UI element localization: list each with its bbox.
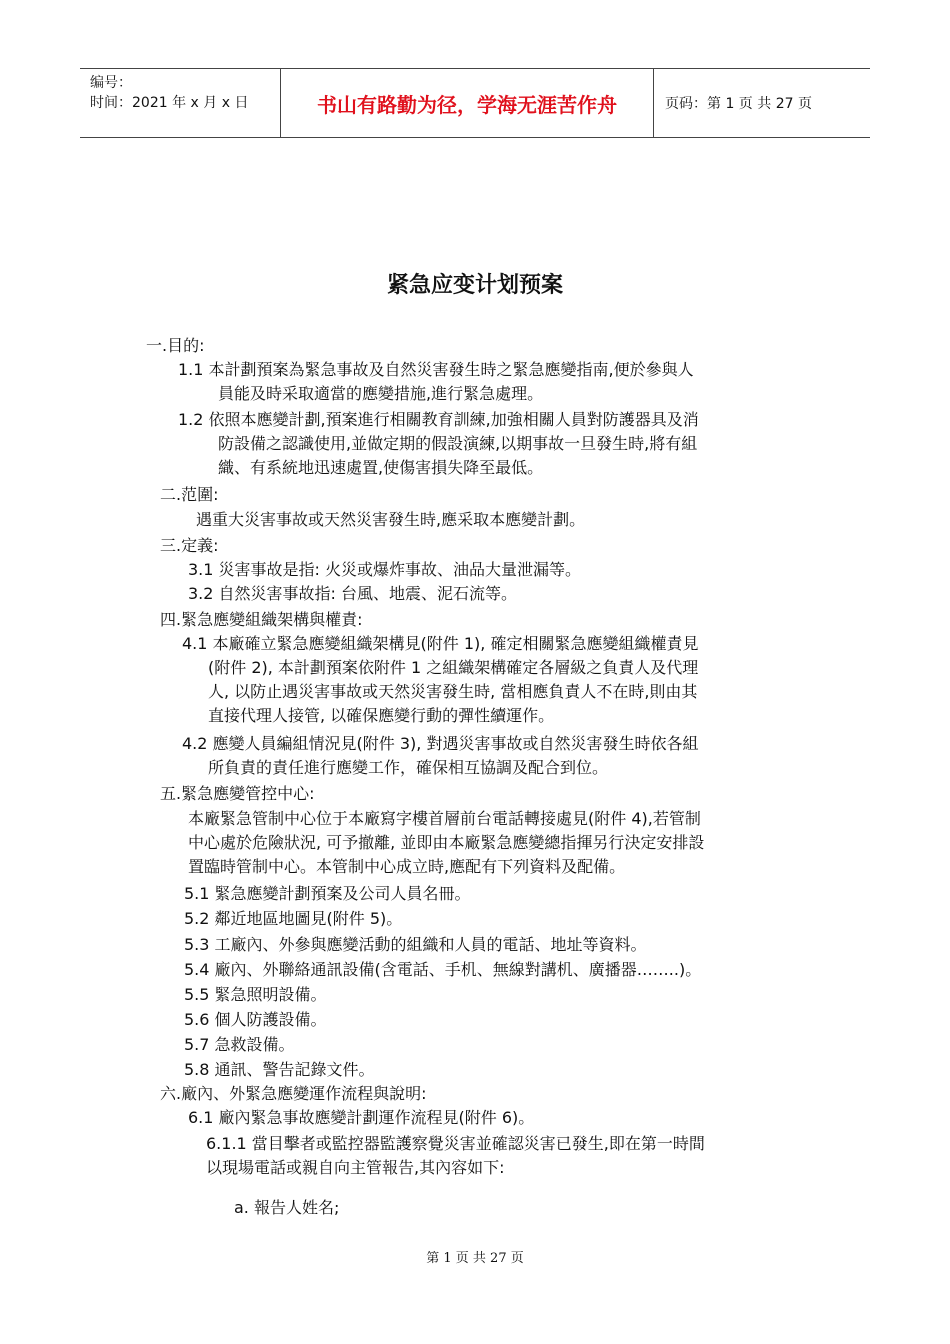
paragraph-line: (附件 2), 本計劃預案依附件 1 之組織架構確定各層級之負責人及代理 [208,658,699,677]
paragraph-line: 置臨時管制中心。本管制中心成立時,應配有下列資料及配備。 [188,857,626,876]
paragraph-line: 1.2 依照本應變計劃,預案進行相關教育訓練,加強相關人員對防護器具及消 [178,410,699,429]
header-motto: 书山有路勤为径，学海无涯苦作舟 [280,69,654,137]
list-item: 5.2 鄰近地區地圖見(附件 5)。 [184,909,403,928]
header-meta [90,73,248,113]
document-number-label: 编号： [90,75,132,91]
paragraph-line: 中心處於危險狀況, 可予撤離, 並即由本廠緊急應變總指揮另行決定安排設 [188,833,705,852]
section-heading: 三.定義: [160,536,219,555]
section-heading: 四.緊急應變組織架構與權責: [160,610,363,629]
section-heading: 一.目的: [146,336,205,355]
page-header [80,68,870,138]
paragraph-line: 6.1.1 當目擊者或監控器監護察覺災害並確認災害已發生,即在第一時間 [206,1134,705,1153]
list-item: 5.6 個人防護設備。 [184,1010,327,1029]
list-item: 5.4 廠內、外聯絡通訊設備(含電話、手机、無線對講机、廣播器……..)。 [184,960,702,979]
list-item: a. 報告人姓名; [234,1198,340,1217]
paragraph-line: 1.1 本計劃預案為緊急事故及自然災害發生時之緊急應變指南,便於參與人 [178,360,694,379]
paragraph-line: 防設備之認識使用,並做定期的假設演練,以期事故一旦發生時,將有組 [218,434,698,453]
paragraph-line: 3.2 自然災害事故指: 台風、地震、泥石流等。 [188,584,518,603]
paragraph-line: 直接代理人接管, 以確保應變行動的彈性續運作。 [208,706,555,725]
section-heading: 六.廠內、外緊急應變運作流程與說明: [160,1084,427,1103]
header-page-count: 页码：第 1 页 共 27 页 [665,96,812,112]
paragraph-line: 3.1 災害事故是指: 火災或爆炸事故、油品大量泄漏等。 [188,560,582,579]
list-item: 5.5 緊急照明設備。 [184,985,327,1004]
paragraph-line: 以現場電話或親自向主管報告,其內容如下: [206,1158,505,1177]
paragraph-line: 人, 以防止遇災害事故或天然災害發生時, 當相應負責人不在時,則由其 [208,682,698,701]
section-heading: 二.范圍: [160,485,219,504]
paragraph-line: 4.2 應變人員編組情況見(附件 3), 對遇災害事故或自然災害發生時依各組 [182,734,699,753]
list-item: 5.1 緊急應變計劃預案及公司人員名冊。 [184,884,471,903]
document-title: 紧急应变计划预案 [386,273,563,298]
paragraph-line: 遇重大災害事故或天然災害發生時,應采取本應變計劃。 [196,510,586,529]
paragraph-line: 所負責的責任進行應變工作，確保相互協調及配合到位。 [208,758,609,777]
paragraph-line: 4.1 本廠確立緊急應變組織架構見(附件 1), 確定相關緊急應變組織權責見 [182,634,699,653]
document-date: 时间：2021 年 x 月 x 日 [90,95,249,111]
section-heading: 五.緊急應變管控中心: [160,784,315,803]
list-item: 5.8 通訊、警告記錄文件。 [184,1060,375,1079]
paragraph-line: 員能及時采取適當的應變措施,進行緊急處理。 [218,384,544,403]
list-item: 5.3 工廠內、外參與應變活動的組織和人員的電話、地址等資料。 [184,935,647,954]
paragraph-line: 6.1 廠內緊急事故應變計劃運作流程見(附件 6)。 [188,1108,535,1127]
list-item: 5.7 急救設備。 [184,1035,295,1054]
paragraph-line: 織、有系統地迅速處置,使傷害損失降至最低。 [218,458,544,477]
paragraph-line: 本廠緊急管制中心位于本廠寫字樓首層前台電話轉接處見(附件 4),若管制 [188,809,701,828]
page-footer: 第 1 页 共 27 页 [426,1251,524,1266]
